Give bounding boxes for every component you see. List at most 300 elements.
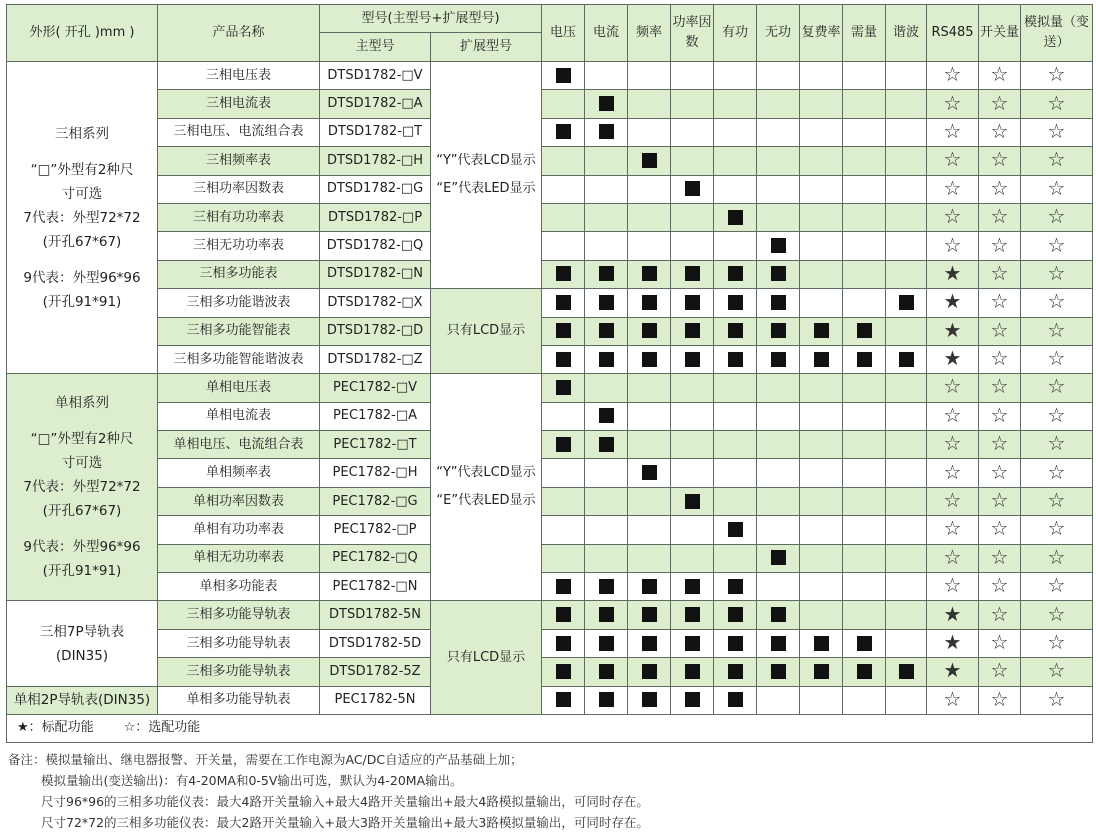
supported-square-icon [857, 636, 872, 651]
feature-cell [927, 147, 979, 175]
main-model-cell: PEC1782-5N [320, 686, 431, 714]
standard-star-icon: ★ [943, 346, 962, 371]
optional-star-icon: ☆ [990, 232, 1009, 257]
feature-cell [628, 431, 671, 459]
main-model-cell: PEC1782-□A [320, 402, 431, 430]
header-dims: 外形( 开孔 )mm ) [7, 5, 158, 62]
supported-square-icon [642, 153, 657, 168]
supported-square-icon [556, 266, 571, 281]
main-model-cell: DTSD1782-□H [320, 147, 431, 175]
optional-star-icon: ☆ [1047, 90, 1066, 115]
supported-square-icon [685, 636, 700, 651]
supported-square-icon [642, 323, 657, 338]
feature-cell [800, 459, 843, 487]
feature-cell [671, 459, 714, 487]
feature-cell [542, 402, 585, 430]
supported-square-icon [728, 692, 743, 707]
optional-star-icon: ☆ [1047, 346, 1066, 371]
optional-star-icon: ☆ [1047, 204, 1066, 229]
feature-cell [757, 573, 800, 601]
supported-square-icon [728, 579, 743, 594]
feature-cell [927, 260, 979, 288]
feature-cell [585, 402, 628, 430]
supported-square-icon [814, 636, 829, 651]
feature-cell [1021, 459, 1093, 487]
supported-square-icon [556, 437, 571, 452]
group-hole7: (开孔67*67) [42, 233, 122, 250]
feature-cell [927, 431, 979, 459]
main-model-cell: PEC1782-□T [320, 431, 431, 459]
supported-square-icon [685, 295, 700, 310]
table-row [7, 118, 1093, 146]
optional-star-icon: ☆ [990, 402, 1009, 427]
feature-cell [800, 90, 843, 118]
main-model-cell: DTSD1782-□A [320, 90, 431, 118]
table-row [7, 175, 1093, 203]
feature-cell [800, 232, 843, 260]
supported-square-icon [685, 692, 700, 707]
feature-cell [671, 544, 714, 572]
supported-square-icon [556, 352, 571, 367]
main-model-cell: DTSD1782-5N [320, 601, 431, 629]
product-name-cell: 三相频率表 [158, 147, 320, 175]
supported-square-icon [728, 522, 743, 537]
supported-square-icon [599, 437, 614, 452]
feature-cell [843, 90, 886, 118]
feature-cell [585, 573, 628, 601]
optional-star-icon: ☆ [990, 62, 1009, 87]
main-model-cell: PEC1782-□Q [320, 544, 431, 572]
feature-cell [757, 62, 800, 90]
feature-cell [628, 345, 671, 373]
header-feature-harmonic: 谐波 [886, 5, 927, 62]
optional-star-icon: ☆ [990, 459, 1009, 484]
feature-cell [886, 459, 927, 487]
note-line-2: 模拟量输出(变送输出)：有4-20MA和0-5V输出可选，默认为4-20MA输出。 [41, 773, 463, 788]
group-title: 单相系列 [55, 395, 109, 412]
feature-cell [671, 573, 714, 601]
product-name-cell: 单相有功功率表 [158, 516, 320, 544]
feature-cell [757, 289, 800, 317]
supported-square-icon [771, 607, 786, 622]
feature-cell [927, 487, 979, 515]
feature-cell [671, 629, 714, 657]
header-feature-active: 有功 [714, 5, 757, 62]
feature-cell [542, 345, 585, 373]
main-model-cell: DTSD1782-5D [320, 629, 431, 657]
feature-cell [979, 203, 1021, 231]
feature-cell [714, 686, 757, 714]
feature-cell [927, 601, 979, 629]
optional-star-icon: ☆ [1047, 118, 1066, 143]
group-size9: 9代表：外型96*96 [23, 269, 141, 286]
feature-cell [843, 203, 886, 231]
feature-cell [843, 374, 886, 402]
table-row [7, 317, 1093, 345]
supported-square-icon [599, 664, 614, 679]
feature-cell [979, 573, 1021, 601]
feature-cell [886, 232, 927, 260]
feature-cell [671, 686, 714, 714]
feature-cell [628, 459, 671, 487]
feature-cell [542, 175, 585, 203]
table-row [7, 658, 1093, 686]
supported-square-icon [556, 636, 571, 651]
main-model-cell: DTSD1782-5Z [320, 658, 431, 686]
feature-cell [800, 260, 843, 288]
optional-star-icon: ☆ [943, 90, 962, 115]
optional-star-icon: ☆ [1047, 459, 1066, 484]
feature-cell [757, 686, 800, 714]
main-model-cell: PEC1782-□G [320, 487, 431, 515]
feature-cell [628, 118, 671, 146]
feature-cell [886, 175, 927, 203]
feature-cell [800, 658, 843, 686]
feature-cell [1021, 431, 1093, 459]
feature-cell [843, 629, 886, 657]
supported-square-icon [771, 550, 786, 565]
supported-square-icon [771, 238, 786, 253]
feature-cell [628, 402, 671, 430]
feature-cell [1021, 147, 1093, 175]
optional-star-icon: ☆ [990, 431, 1009, 456]
supported-square-icon [642, 607, 657, 622]
feature-cell [714, 203, 757, 231]
main-model-cell: DTSD1782-□D [320, 317, 431, 345]
feature-cell [886, 573, 927, 601]
feature-cell [1021, 658, 1093, 686]
supported-square-icon [685, 579, 700, 594]
feature-cell [886, 90, 927, 118]
group-desc-rail3 [7, 601, 158, 686]
feature-cell [757, 374, 800, 402]
feature-cell [1021, 686, 1093, 714]
supported-square-icon [771, 352, 786, 367]
feature-cell [585, 90, 628, 118]
feature-cell [628, 487, 671, 515]
product-name-cell: 三相多功能谐波表 [158, 289, 320, 317]
feature-cell [628, 203, 671, 231]
feature-cell [714, 118, 757, 146]
standard-star-icon: ★ [943, 289, 962, 314]
feature-cell [800, 62, 843, 90]
feature-cell [628, 573, 671, 601]
table-row [7, 232, 1093, 260]
feature-cell [628, 289, 671, 317]
feature-cell [886, 260, 927, 288]
supported-square-icon [599, 579, 614, 594]
optional-star-icon: ☆ [1047, 658, 1066, 683]
feature-cell [628, 147, 671, 175]
optional-star-icon: ☆ [990, 573, 1009, 598]
feature-cell [1021, 90, 1093, 118]
header-feature-switch: 开关量 [979, 5, 1021, 62]
supported-square-icon [771, 323, 786, 338]
optional-star-icon: ☆ [990, 260, 1009, 285]
feature-cell [671, 289, 714, 317]
feature-cell [843, 232, 886, 260]
optional-star-icon: ☆ [1047, 686, 1066, 711]
feature-cell [757, 260, 800, 288]
feature-cell [585, 658, 628, 686]
feature-cell [585, 374, 628, 402]
feature-cell [757, 487, 800, 515]
feature-cell [714, 459, 757, 487]
feature-cell [585, 147, 628, 175]
feature-cell [585, 175, 628, 203]
supported-square-icon [642, 295, 657, 310]
feature-cell [927, 544, 979, 572]
optional-star-icon: ☆ [943, 431, 962, 456]
feature-cell [927, 629, 979, 657]
feature-cell [542, 317, 585, 345]
feature-cell [1021, 62, 1093, 90]
optional-star-icon: ☆ [1047, 317, 1066, 342]
feature-cell [585, 601, 628, 629]
supported-square-icon [642, 664, 657, 679]
group-hole9: (开孔91*91) [42, 293, 122, 310]
feature-cell [1021, 629, 1093, 657]
standard-star-icon: ★ [943, 260, 962, 285]
group-size7: 7代表：外型72*72 [23, 479, 141, 496]
table-row [7, 374, 1093, 402]
feature-cell [628, 686, 671, 714]
supported-square-icon [728, 210, 743, 225]
table-row [7, 260, 1093, 288]
supported-square-icon [685, 494, 700, 509]
product-name-cell: 三相功率因数表 [158, 175, 320, 203]
product-name-cell: 单相电压表 [158, 374, 320, 402]
feature-cell [886, 203, 927, 231]
feature-cell [671, 601, 714, 629]
feature-cell [843, 289, 886, 317]
spacer [7, 523, 157, 535]
feature-cell [714, 629, 757, 657]
feature-cell [1021, 487, 1093, 515]
feature-cell [714, 175, 757, 203]
optional-star-icon: ☆ [1047, 630, 1066, 654]
supported-square-icon [899, 664, 914, 679]
feature-cell [800, 487, 843, 515]
feature-cell [628, 516, 671, 544]
ext-model-label: “Y”代表LCD显示 [436, 465, 536, 481]
product-name-cell: 单相功率因数表 [158, 487, 320, 515]
supported-square-icon [728, 266, 743, 281]
feature-cell [843, 686, 886, 714]
feature-cell [714, 62, 757, 90]
header-feature-current: 电流 [585, 5, 628, 62]
feature-cell [671, 62, 714, 90]
feature-cell [1021, 402, 1093, 430]
product-name-cell: 三相多功能导轨表 [158, 629, 320, 657]
product-name-cell: 三相多功能导轨表 [158, 658, 320, 686]
feature-cell [800, 601, 843, 629]
product-name-cell: 三相无功功率表 [158, 232, 320, 260]
group-desc-rail1 [7, 686, 158, 714]
feature-cell [714, 147, 757, 175]
feature-cell [843, 573, 886, 601]
table-row [7, 90, 1093, 118]
group-size7: 7代表：外型72*72 [23, 209, 141, 226]
feature-cell [800, 289, 843, 317]
feature-cell [542, 260, 585, 288]
feature-cell [886, 374, 927, 402]
spacer [7, 415, 157, 427]
product-name-cell: 单相频率表 [158, 459, 320, 487]
optional-star-icon: ☆ [1047, 289, 1066, 314]
feature-cell [927, 317, 979, 345]
optional-star-icon: ☆ [990, 630, 1009, 654]
feature-cell [800, 203, 843, 231]
feature-cell [979, 374, 1021, 402]
supported-square-icon [599, 96, 614, 111]
main-model-cell: DTSD1782-□G [320, 175, 431, 203]
feature-cell [979, 544, 1021, 572]
feature-cell [886, 487, 927, 515]
optional-star-icon: ☆ [943, 147, 962, 172]
feature-cell [585, 686, 628, 714]
supported-square-icon [556, 380, 571, 395]
optional-star-icon: ☆ [1047, 544, 1066, 569]
group-title: 三相系列 [55, 125, 109, 142]
feature-cell [979, 232, 1021, 260]
feature-cell [979, 629, 1021, 657]
feature-cell [979, 686, 1021, 714]
notes [8, 749, 649, 833]
supported-square-icon [642, 352, 657, 367]
main-model-cell: DTSD1782-□V [320, 62, 431, 90]
feature-cell [800, 544, 843, 572]
feature-cell [585, 487, 628, 515]
optional-star-icon: ☆ [1047, 147, 1066, 172]
table-row [7, 402, 1093, 430]
group-size9: 9代表：外型96*96 [23, 539, 141, 556]
supported-square-icon [599, 295, 614, 310]
feature-cell [843, 459, 886, 487]
optional-star-icon: ☆ [1047, 232, 1066, 257]
supported-square-icon [728, 295, 743, 310]
optional-star-icon: ☆ [943, 573, 962, 598]
feature-cell [927, 289, 979, 317]
feature-cell [757, 544, 800, 572]
feature-cell [757, 345, 800, 373]
supported-square-icon [685, 323, 700, 338]
ext-model-single-phase [431, 374, 542, 601]
feature-cell [886, 147, 927, 175]
optional-star-icon: ☆ [1047, 573, 1066, 598]
header-feature-rs485: RS485 [927, 5, 979, 62]
product-name-cell: 单相电流表 [158, 402, 320, 430]
supported-square-icon [599, 408, 614, 423]
feature-cell [800, 431, 843, 459]
feature-cell [927, 175, 979, 203]
feature-cell [714, 260, 757, 288]
optional-star-icon: ☆ [990, 686, 1009, 711]
supported-square-icon [685, 266, 700, 281]
feature-cell [886, 658, 927, 686]
feature-cell [585, 232, 628, 260]
feature-cell [843, 147, 886, 175]
header-feature-multi-rate: 复费率 [800, 5, 843, 62]
supported-square-icon [899, 352, 914, 367]
supported-square-icon [728, 352, 743, 367]
feature-cell [757, 317, 800, 345]
header-feature-power-factor: 功率因数 [671, 5, 714, 62]
feature-cell [927, 232, 979, 260]
main-model-cell: PEC1782-□P [320, 516, 431, 544]
header-feature-frequency: 频率 [628, 5, 671, 62]
feature-cell [886, 317, 927, 345]
optional-star-icon: ☆ [990, 374, 1009, 399]
feature-cell [628, 374, 671, 402]
feature-cell [800, 573, 843, 601]
feature-cell [979, 658, 1021, 686]
feature-cell [542, 289, 585, 317]
group-sub: (DIN35) [55, 647, 109, 664]
feature-cell [843, 317, 886, 345]
feature-cell [714, 345, 757, 373]
optional-star-icon: ☆ [990, 488, 1009, 513]
feature-cell [585, 431, 628, 459]
feature-cell [927, 345, 979, 373]
optional-star-icon: ☆ [943, 204, 962, 229]
feature-cell [542, 374, 585, 402]
feature-cell [585, 62, 628, 90]
feature-cell [800, 175, 843, 203]
supported-square-icon [599, 692, 614, 707]
feature-cell [800, 118, 843, 146]
feature-cell [714, 487, 757, 515]
product-name-cell: 三相电压表 [158, 62, 320, 90]
feature-cell [843, 260, 886, 288]
feature-cell [757, 402, 800, 430]
header-feature-voltage: 电压 [542, 5, 585, 62]
spacer [7, 254, 157, 266]
main-model-cell: PEC1782-□V [320, 374, 431, 402]
feature-cell [800, 402, 843, 430]
optional-star-icon: ☆ [990, 658, 1009, 683]
feature-cell [1021, 573, 1093, 601]
ext-model-three-phase [431, 62, 542, 289]
feature-cell [757, 232, 800, 260]
feature-cell [628, 629, 671, 657]
optional-star-icon: ☆ [990, 90, 1009, 115]
ext-model-label: “Y”代表LCD显示 [436, 153, 536, 169]
supported-square-icon [771, 266, 786, 281]
feature-cell [585, 459, 628, 487]
feature-cell [542, 629, 585, 657]
feature-cell [886, 345, 927, 373]
header-ext-model: 扩展型号 [431, 33, 542, 62]
optional-star-icon: ☆ [943, 62, 962, 87]
feature-cell [542, 232, 585, 260]
supported-square-icon [728, 636, 743, 651]
feature-cell [843, 658, 886, 686]
feature-cell [714, 658, 757, 686]
supported-square-icon [857, 323, 872, 338]
feature-cell [886, 62, 927, 90]
feature-cell [843, 62, 886, 90]
feature-cell [628, 232, 671, 260]
feature-cell [886, 431, 927, 459]
feature-cell [886, 516, 927, 544]
feature-cell [585, 317, 628, 345]
feature-cell [757, 175, 800, 203]
optional-star-icon: ☆ [943, 459, 962, 484]
supported-square-icon [642, 579, 657, 594]
feature-cell [714, 402, 757, 430]
supported-square-icon [642, 465, 657, 480]
